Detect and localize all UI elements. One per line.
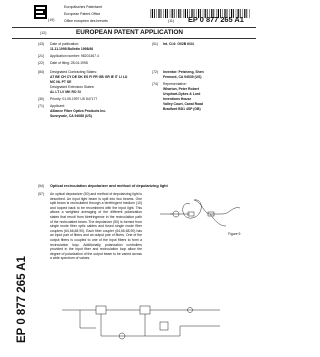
barcode-bar bbox=[180, 9, 181, 18]
barcode-bar bbox=[246, 9, 247, 18]
invention-title: Optical recirculation depolarizer and method of depolarizing light bbox=[50, 184, 168, 188]
states-code: (84) bbox=[38, 70, 45, 74]
rep-line: Wharton, Peter Robert bbox=[163, 87, 199, 91]
inventor-address: Fremont, CA 94539 (US) bbox=[163, 75, 202, 79]
ext-value: AL LT LV MK RO SI bbox=[50, 90, 81, 94]
app-no-code: (21) bbox=[38, 54, 45, 58]
title-code: (54) bbox=[38, 184, 45, 188]
states-value-1: AT BE CH CY DE DK ES FI FR GB GR IE IT LI LU bbox=[50, 75, 128, 79]
states-label: Designated Contracting States: bbox=[50, 70, 97, 74]
applicant-label: Applicant: bbox=[50, 104, 65, 108]
barcode-bar bbox=[172, 9, 173, 18]
rep-label: Representative: bbox=[163, 82, 187, 86]
barcode-bar bbox=[158, 9, 159, 18]
rep-line: Urquhart-Dykes & Lord bbox=[163, 92, 201, 96]
rep-code: (74) bbox=[152, 82, 159, 86]
pub-number-code: (11) bbox=[168, 19, 175, 23]
barcode-bar bbox=[154, 9, 155, 18]
publication-number: EP 0 877 265 A1 bbox=[188, 15, 244, 24]
ext-label: Designated Extension States: bbox=[50, 85, 95, 89]
priority: Priority: 01.05.1997 US 847177 bbox=[50, 97, 98, 101]
office-name-fr: Office européen des brevets bbox=[64, 19, 108, 23]
doc-code: (12) bbox=[40, 31, 47, 35]
pub-date-value: 11.11.1998 Bulletin 1998/46 bbox=[50, 47, 94, 51]
barcode-bar bbox=[174, 9, 175, 18]
inventor-name: Inventor: Peisheng, Shen bbox=[163, 70, 204, 74]
vertical-pub-number-text: EP 0 877 265 A1 bbox=[16, 256, 28, 343]
applicant-name: Alliance Fiber Optics Products Inc. bbox=[50, 109, 107, 113]
pub-date-label: Date of publication: bbox=[50, 42, 80, 46]
barcode-bar bbox=[165, 9, 166, 18]
states-value-2: MC NL PT SE bbox=[50, 80, 72, 84]
barcode-bar bbox=[185, 9, 186, 18]
applicant-code: (71) bbox=[38, 104, 45, 108]
inventor-code: (72) bbox=[152, 70, 159, 74]
rep-line: Bradford BD1 4SP (GB) bbox=[163, 107, 201, 111]
filing-code: (22) bbox=[38, 61, 45, 65]
office-name-de: Europäisches Patentamt bbox=[64, 5, 103, 9]
app-no: Application number: 98201367.4 bbox=[50, 54, 99, 58]
figure-schematic bbox=[60, 296, 240, 350]
barcode-bar bbox=[152, 9, 153, 18]
document-title: EUROPEAN PATENT APPLICATION bbox=[76, 29, 183, 36]
ipc-class: Int. Cl.6: G02B 6/34 bbox=[163, 42, 194, 46]
rep-line: Inventions House bbox=[163, 97, 192, 101]
abstract-text: An optical depolarizer (50) and method of depolarizing light is described. An input light beam is split into two beams. One split beam is recirculated through a birefringent medium (10) and looped back to be recombined with the input light. This allows a weighted averaging of the different polarization states that result from birefringence in the recirculation path of the recirculated beam. The depolarizer (50) is formed from single mode fiber optic cables and fused single mode fiber couplers (64,66,68,90). Each fiber coupler (64,66,68,90) has an input pair of fibers and an output pair of fibers. One of the output fibers is coupled to one of the input fibers to form a recirculation loop. Additionally, polarization controllers provided in the input fiber and recirculation loop allow the degree of polarization of the output beam to be varied across a wide spectrum of values. bbox=[50, 192, 142, 261]
office-code: (19) bbox=[48, 18, 55, 22]
pub-date-code: (43) bbox=[38, 42, 45, 46]
epo-logo-icon bbox=[34, 5, 47, 19]
applicant-address: Sunnyvale, CA 94088 (US) bbox=[50, 114, 92, 118]
abstract-code: (57) bbox=[38, 192, 45, 196]
office-name-en: European Patent Office bbox=[64, 12, 101, 16]
rep-line: Valley Court, Canal Road bbox=[163, 102, 204, 106]
barcode-bar bbox=[161, 9, 162, 18]
barcode-bar bbox=[167, 9, 168, 18]
barcode-bar bbox=[244, 9, 245, 18]
header-rule bbox=[12, 27, 256, 28]
filing-date: Date of filing: 28.04.1998 bbox=[50, 61, 88, 65]
barcode-icon bbox=[150, 5, 250, 14]
vertical-publication-number bbox=[8, 256, 34, 345]
figure-label: Figure 9 bbox=[228, 232, 241, 236]
ipc-code: (51) bbox=[152, 42, 159, 46]
barcode-bar bbox=[178, 9, 179, 18]
priority-code: (30) bbox=[38, 97, 45, 101]
title-rule bbox=[12, 38, 256, 39]
